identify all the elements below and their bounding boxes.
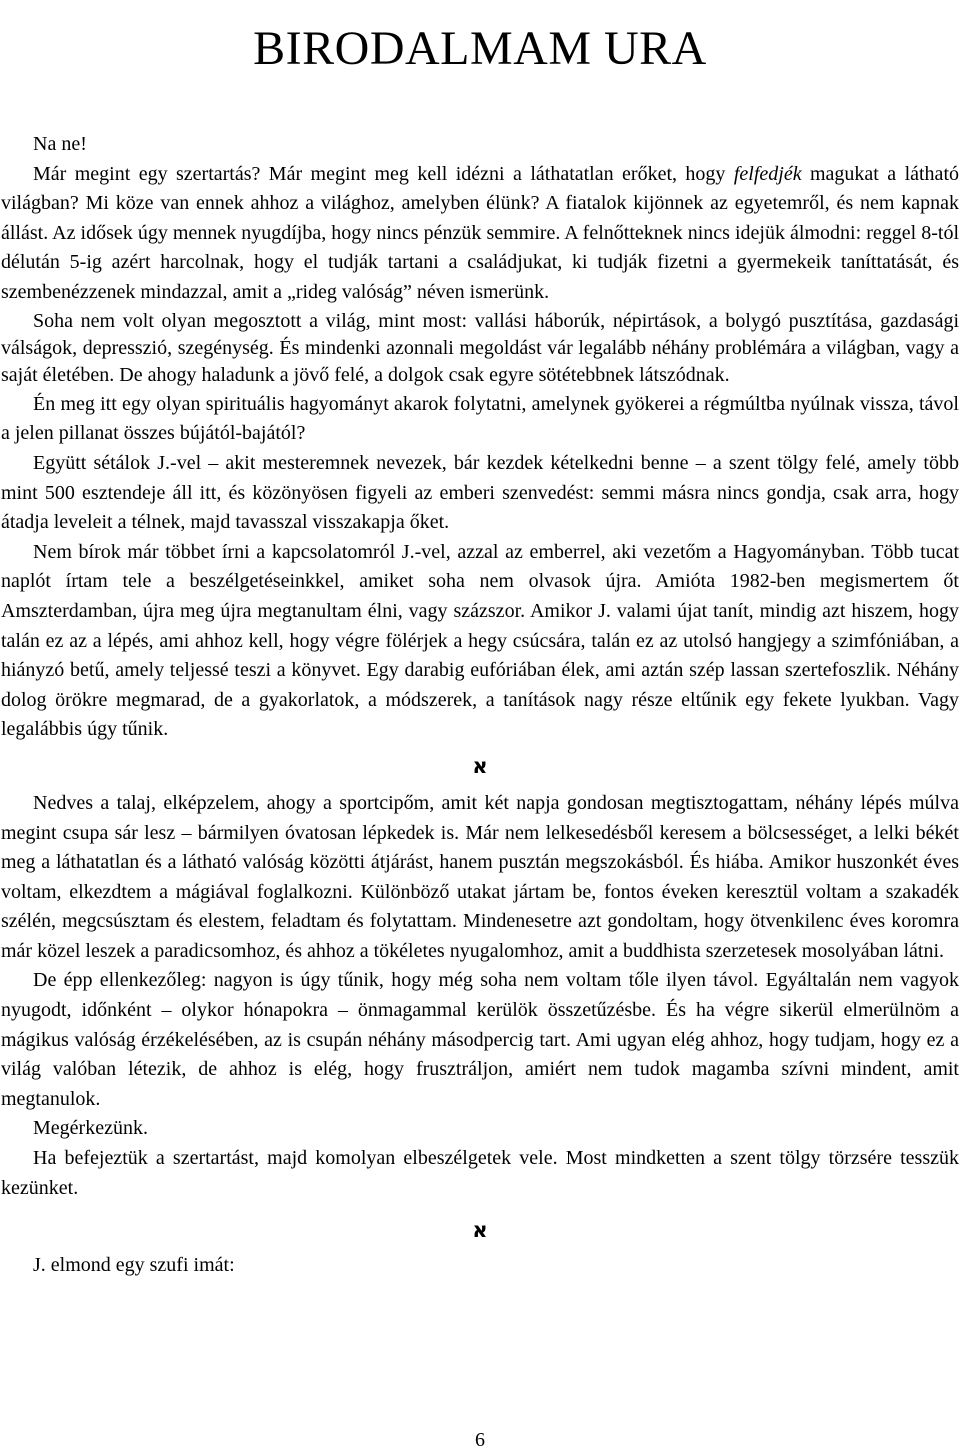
paragraph: Ha befejeztük a szertartást, majd komolyan elbeszélgetek vele. Most mindketten a szent tölgy törzsére tesszük kezünket. [1, 1147, 959, 1199]
section-divider-aleph: א [472, 753, 488, 778]
paragraph: Nedves a talaj, elképzelem, ahogy a sportcipőm, amit két napja gondosan megtisztogattam, néhány lépés múlva megint csupa sár lesz – bármilyen óvatosan lépkedek is. Már nem lelkesedésből keresem a bölcsességet, a lelki békét meg a láthatatlan és a látható valóság közötti átjárást, hanem pusztán megszokásból. És hiába. Amikor huszonkét éves voltam, elkezdtem a mágiával foglalkozni. Különböző utakat jártam be, fontos éveken keresztül voltam a szakadék szélén, megcsúsztam és elestem, feladtam és folytattam. Mindenesetre azt gondoltam, hogy ötvenkilenc éves koromra már közel leszek a paradicsomhoz, és ahhoz a tökéletes nyugalomhoz, amit a buddhista szerzetesek mosolyában látni. [1, 791, 959, 962]
paragraph: De épp ellenkezőleg: nagyon is úgy tűnik, hogy még soha nem voltam tőle ilyen távol. Egyáltalán nem vagyok nyugodt, időnként – olykor hónapokra – önmagammal kerülök összetűzésbe. És ha végre sikerül elmerülnöm a mágikus valóság érzékelésében, az is csupán néhány másodpercig tart. Ami ugyan elég ahhoz, hogy tudjam, hogy ez a világ valóban létezik, de ahhoz is elég, hogy frusztráljon, amiért nem tudok magamba szívni mindent, amit megtanulok. [1, 969, 959, 1110]
paragraph: J. elmond egy szufi imát: [33, 1254, 235, 1277]
section-divider-aleph: א [472, 1218, 488, 1243]
text-run: magukat a látható világban? Mi köze van ennek ahhoz a világhoz, amelyben élünk? A fiatalok kijönnek az egyetemről, és nem kapnak állást. Az idősek úgy mennek nyugdíjba, hogy nincs pénzük semmire. A felnőtteknek nincs idejük álmodni: reggel 8-tól délután 5-ig azért harcolnak, hogy el tudják tartani a családjukat, ki tudják fizetni a gyermekeik taníttatását, és szembenézzenek mindazzal, amit a „rideg valóság” néven ismerünk. [1, 162, 959, 303]
paragraph [1, 160, 959, 308]
paragraph: Megérkezünk. [33, 1117, 148, 1140]
text-run: Már megint egy szertartás? Már megint meg kell idézni a láthatatlan erőket, hogy [33, 162, 734, 185]
emphasized-word: felfedjék [733, 162, 802, 185]
body-text [1, 130, 959, 1281]
paragraph: Nem bírok már többet írni a kapcsolatomról J.-vel, azzal az emberrel, aki vezetőm a Hagyományban. Több tucat naplót írtam tele a beszélgetéseinkkel, amiket soha nem olvasok újra. Amióta 1982-ben megismertem őt Amszterdamban, újra meg újra megtanultam élni, vagy százszor. Amikor J. valami újat tanít, mindig azt hiszem, hogy talán ez az a lépés, ami ahhoz kell, hogy végre fölérjek a hegy csúcsára, talán ez az utolsó hangjegy a szimfóniában, a hiányzó betű, amely teljessé teszi a könyvet. Egy darabig eufóriában élek, ami aztán szép lassan szertefoszlik. Néhány dolog örökre megmarad, de a gyakorlatok, a módszerek, a tanítások nagy része eltűnik egy fekete lyukban. Vagy legalábbis úgy tűnik. [1, 540, 959, 741]
page-number: 6 [475, 1429, 485, 1451]
paragraph: Soha nem volt olyan megosztott a világ, mint most: vallási háborúk, népirtások, a bolygó pusztítása, gazdasági válságok, depresszió, szegénység. És mindenki azonnali megoldást vár legalább néhány problémára a világban, vagy a saját életében. De ahogy haladunk a jövő felé, a dolgok csak egyre sötétebbnek látszódnak. [1, 309, 959, 387]
paragraph: Na ne! [33, 133, 87, 155]
paragraph: Együtt sétálok J.-vel – akit mesteremnek nevezek, bár kezdek kételkedni benne – a szent tölgy felé, amely több mint 500 esztendeje áll itt, és közönyösen figyeli az emberi szenvedést: semmi másra nincs gondja, csak arra, hogy átadja leveleit a télnek, majd tavasszal visszakapja őket. [1, 451, 959, 534]
paragraph: Én meg itt egy olyan spirituális hagyományt akarok folytatni, amelynek gyökerei a régmúltba nyúlnak vissza, távol a jelen pillanat összes bújától-bajától? [1, 392, 959, 445]
page-title: BIRODALMAM URA [253, 22, 707, 76]
